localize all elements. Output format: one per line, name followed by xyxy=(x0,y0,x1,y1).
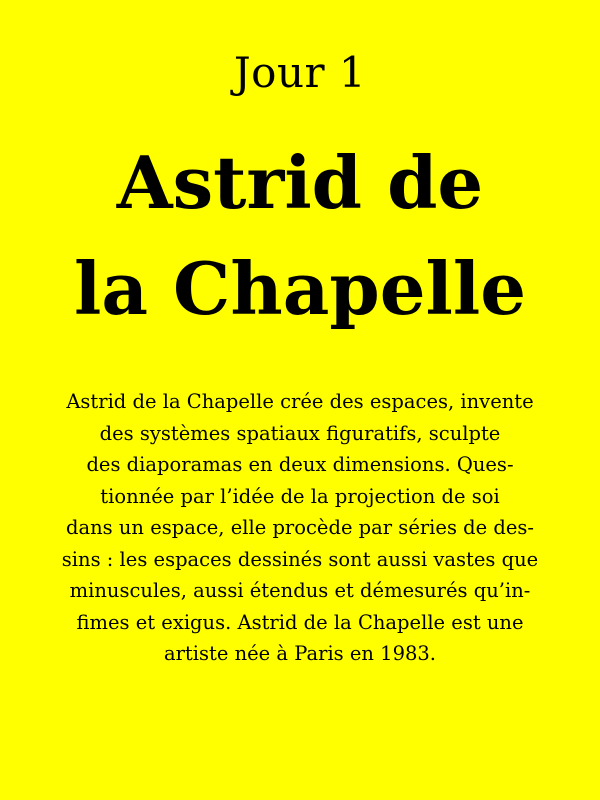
artist-name xyxy=(0,130,600,342)
artist-name-line-2: la Chapelle xyxy=(73,246,527,331)
bio-line: des diaporamas en deux dimensions. Ques- xyxy=(86,453,514,476)
artist-name-line-1: Astrid de xyxy=(116,140,484,225)
bio-line: dans un espace, elle procède par séries de des- xyxy=(66,516,534,539)
bio-line: minuscules, aussi étendus et démesurés qu’in- xyxy=(69,579,531,602)
bio-line: Astrid de la Chapelle crée des espaces, invente xyxy=(66,390,534,413)
bio-line: des systèmes spatiaux figuratifs, sculpte xyxy=(99,421,501,445)
bio-line: tionnée par l’idée de la projection de soi xyxy=(100,484,500,508)
day-label: Jour 1 xyxy=(233,48,367,97)
bio-line: sins : les espaces dessinés sont aussi vastes que xyxy=(61,547,539,571)
bio-line: fimes et exigus. Astrid de la Chapelle est une xyxy=(76,610,524,634)
bio-line: artiste née à Paris en 1983. xyxy=(163,642,437,665)
artist-bio xyxy=(40,386,560,670)
